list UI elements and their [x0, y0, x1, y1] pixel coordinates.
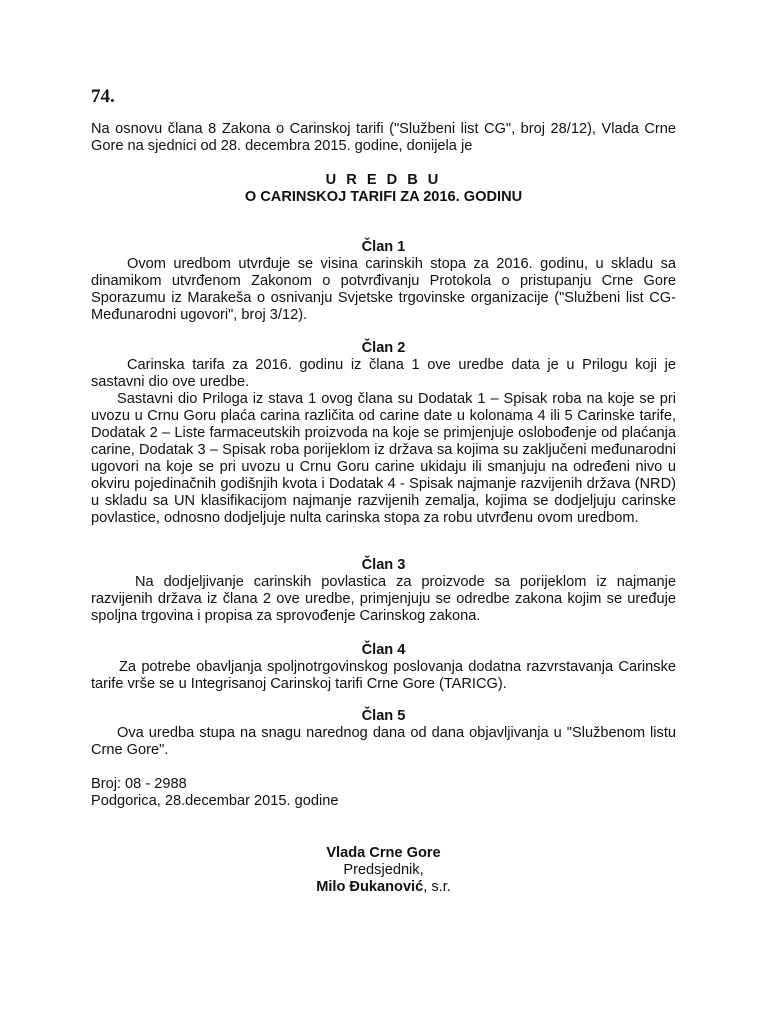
- signature-role: Predsjednik,: [343, 862, 424, 878]
- article-5: [91, 708, 676, 759]
- article-2-paragraph-2: Sastavni dio Priloga iz stava 1 ovog člana su Dodatak 1 – Spisak roba na koje se pri uvozu u Crnu Goru plaća carina različita od carine date u kolonama 4 ili 5 Carinske tarife, Dodatak 2 – Liste farmaceutskih proizvoda na koje se primjenjuje oslobođenje od plaćanja carine, Dodatak 3 – Spisak roba porijeklom iz država sa kojima su zaključeni međunarodni ugovori na koje se pri uvozu u Crnu Goru carine ukidaju ili smanjuju na određeni nivo u okviru pojedinačnih godišnjih kvota i Dodatak 4 - Spisak najmanje razvijenih država (NRD) u skladu sa UN klasifikacijom najmanje razvijenih zemalja, kojima se dodjeljuju carinske povlastice, odnosno dodjeljuje nulta carinska stopa za robu utvrđenu ovom uredbom.: [91, 391, 676, 526]
- article-2-paragraph-1: Carinska tarifa za 2016. godinu iz člana 1 ove uredbe data je u Prilogu koji je sastavni dio ove uredbe.: [91, 357, 676, 390]
- signature-line: [91, 879, 676, 896]
- article-5-paragraph-1: Ova uredba stupa na snagu narednog dana od dana objavljivanja u "Službenom listu Crne Gore".: [91, 725, 676, 758]
- article-3-heading: Član 3: [361, 557, 406, 573]
- article-4-paragraph-1: Za potrebe obavljanja spoljnotrgovinskog poslovanja dodatna razvrstavanja Carinske tarife vrše se u Integrisanoj Carinskoj tarifi Crne Gore (TARICG).: [91, 659, 676, 692]
- article-1-paragraph-1: Ovom uredbom utvrđuje se visina carinskih stopa za 2016. godinu, u skladu sa dinamikom utvrđenom Zakonom o potvrđivanju Protokola o pristupanju Crne Gore Sporazumu iz Marakeša o osnivanju Svjetske trgovinske organizacije ("Službeni list CG-Međunarodni ugovori", broj 3/12).: [91, 256, 676, 323]
- reference-block: [91, 776, 676, 810]
- article-1-heading: Član 1: [361, 239, 406, 255]
- preamble: [91, 121, 676, 155]
- decree-title: U R E D B U: [325, 172, 442, 188]
- document-number: 74.: [91, 86, 115, 107]
- article-2: [91, 340, 676, 527]
- signature-block: [91, 845, 676, 896]
- article-4-heading: Član 4: [361, 642, 406, 658]
- reference-number: Broj: 08 - 2988: [91, 776, 187, 792]
- article-3-paragraph-1: Na dodjeljivanje carinskih povlastica za proizvode sa porijeklom iz najmanje razvijenih država iz člana 2 ove uredbe, primjenjuju se odredbe zakona kojim se uređuje spoljna trgovina i propisa za sprovođenje Carinskog zakona.: [91, 574, 676, 624]
- article-5-heading: Član 5: [361, 708, 406, 724]
- preamble-text: Na osnovu člana 8 Zakona o Carinskoj tarifi ("Službeni list CG", broj 28/12), Vlada Crne Gore na sjednici od 28. decembra 2015. godine, donijela je: [91, 121, 676, 154]
- article-2-heading: Član 2: [361, 340, 406, 356]
- article-4: [91, 642, 676, 693]
- decree-subtitle: O CARINSKOJ TARIFI ZA 2016. GODINU: [244, 189, 523, 205]
- article-1: [91, 239, 676, 324]
- signature-name: Milo Đukanović: [316, 879, 424, 895]
- signature-organization: Vlada Crne Gore: [326, 845, 441, 861]
- place-and-date: Podgorica, 28.decembar 2015. godine: [91, 793, 339, 809]
- decree-title-block: [91, 172, 676, 206]
- article-3: [91, 557, 676, 625]
- signature-suffix: , s.r.: [423, 879, 451, 895]
